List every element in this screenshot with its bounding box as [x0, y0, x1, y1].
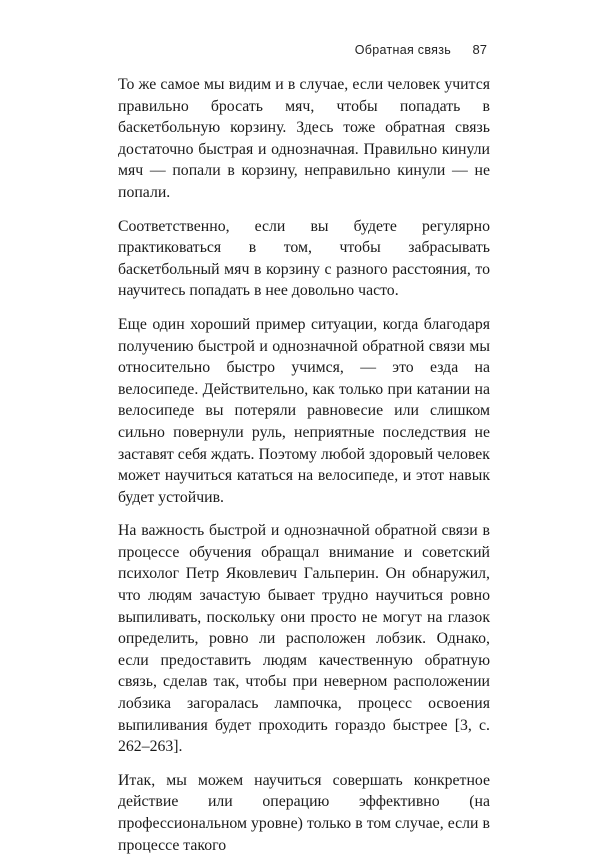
running-head — [0, 42, 487, 57]
body-text — [118, 74, 490, 868]
section-title: Обратная связь — [354, 43, 452, 57]
page-number: 87 — [472, 42, 487, 57]
paragraph-4: На важность быстрой и однозначной обратной связи в процессе обучения обращал внимание и советский психолог Петр Яковлевич Гальперин. Он обнаружил, что людям зачастую бывает трудно научиться ровно выпиливать, поскольку они просто не могут на глазок определить, ровно ли расположен лобзик. Однако, если предоставить людям качественную обратную связь, сделав так, чтобы при неверном расположении лобзика загоралась лампочка, процесс освоения выпиливания будет проходить гораздо быстрее [3, с. 262–263]. — [118, 522, 490, 756]
paragraph-3: Еще один хороший пример ситуации, когда благодаря получению быстрой и однозначной обратной связи мы относительно быстро учимся, — это езда на велосипеде. Действительно, как только при катании на велосипеде вы потеряли равновесие или слишком сильно повернули руль, неприятные последствия не заставят себя ждать. Поэтому любой здоровый человек может научиться кататься на велосипеде, и этот навык будет устойчив. — [118, 315, 490, 506]
paragraph-2: Соответственно, если вы будете регулярно практиковаться в том, чтобы забрасывать баскетбольный мяч в корзину с разного расстояния, то научитесь попадать в нее довольно часто. — [118, 217, 490, 300]
paragraph-5: Итак, мы можем научиться совершать конкретное действие или операцию эффективно (на профессиональном уровне) только в том случае, если в процессе такого — [118, 771, 490, 854]
paragraph-1: То же самое мы видим и в случае, если человек учится правильно бросать мяч, чтобы попадать в баскетбольную корзину. Здесь тоже обратная связь достаточно быстрая и однозначная. Правильно кинули мяч — попали в корзину, неправильно кинули — не попали. — [118, 76, 490, 201]
